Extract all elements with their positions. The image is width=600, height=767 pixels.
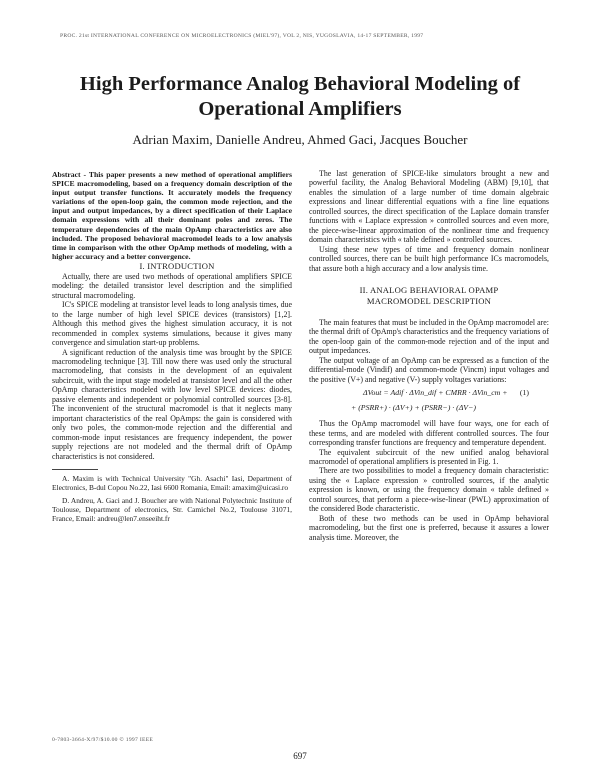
macromodel-paragraph-1: The main features that must be included in the OpAmp macromodel are: the thermal drift of OpAmp's characteristics and the frequency variations of the open-loop gain of the common-mode rejection and of the input and output impedances.	[309, 317, 549, 356]
authors: Adrian Maxim, Danielle Andreu, Ahmed Gaci, Jacques Boucher	[132, 132, 468, 147]
macromodel-paragraph-2: The output voltage of an OpAmp can be expressed as a function of the differential-mode (Vindif) and common-mode (Vincm) input voltages and the positive (V+) and negative (V-) supply voltages variations:	[309, 355, 549, 384]
section-heading-line-2: MACROMODEL DESCRIPTION	[366, 295, 492, 306]
footnote-divider	[52, 469, 98, 470]
running-header: PROC. 21st INTERNATIONAL CONFERENCE ON MICROELECTRONICS (MIEL'97), VOL 2, NIS, YUGOSLAVIA, 14-17 SEPTEMBER, 1997	[60, 33, 424, 39]
macromodel-paragraph-3: Thus the OpAmp macromodel will have four ways, one for each of these terms, and are modeled with different controlled sources. The four corresponding transfer functions are frequency and temperature dependent.	[309, 419, 549, 448]
right-column	[309, 169, 549, 542]
intro-paragraph-2: IC's SPICE modeling at transistor level leads to long analysis times, due to the large number of high level SPICE devices (transistors) [1,2]. Although this method gives the highest simulation accuracy, it is not recommended in complex systems simulations, because it gives many convergence and simulation start-up problems.	[52, 300, 292, 348]
left-column	[52, 170, 292, 527]
paper-title: High Performance Analog Behavioral Modeling of Operational Amplifiers	[79, 73, 521, 120]
equation-1	[309, 386, 549, 416]
abstract: Abstract - This paper presents a new method of operational amplifiers SPICE macromodeling, based on a frequency domain description of the input output transfer functions. It accurately models the frequency variations of the open-loop gain, the common mode rejection, and the input and output impedances, by a direct specification of their Laplace domain expressions with all their dominant poles and zeros. The temperature dependencies of the main OpAmp characteristics are also included. The proposed behavioral macromodel leads to a low analysis time in comparison with the other OpAmp methods of modeling, with a higher accuracy and a better convergence.	[52, 170, 292, 261]
section-heading-macromodel	[309, 285, 549, 307]
section-heading-line-1: II. ANALOG BEHAVIORAL OPAMP	[359, 284, 499, 295]
equation-number: (1)	[519, 388, 529, 398]
right-paragraph-2: Using these new types of time and frequency domain nonlinear controlled sources, there can be built high performance ICs macromodels, that assure both a high accuracy and a low analysis time.	[309, 244, 549, 273]
section-heading-introduction: I. INTRODUCTION	[139, 260, 215, 271]
macromodel-paragraph-6: Both of these two methods can be used in OpAmp behavioral macromodeling, but the first one is preferred, because it assures a lower analysis time. Moreover, the	[309, 513, 549, 542]
intro-paragraph-3: A significant reduction of the analysis time was brought by the SPICE macromodeling technique [3]. Till now there was used only the structural macromodeling, that consists in the development of an equivalent subcircuit, with the input stage modeled at transistor level and all the other OpAmp characteristics modeled with low level SPICE devices: diodes, passive elements and independent or polynomial controlled sources [3-8]. The inconvenient of the structural macromodel is that it neglects many important characteristics of the real OpAmps: the gain is considered with only two poles, the common-mode rejection and the differential and common-mode input resistances are frequency independent, the power supply rejections are not modeled and the thermal drift of OpAmp characteristics is not considered.	[52, 347, 292, 461]
equation-line-2: + (PSRR+) · (ΔV+) + (PSRR−) · (ΔV−)	[351, 403, 476, 413]
footnote-2: D. Andreu, A. Gaci and J. Boucher are with National Polytechnic Institute of Toulouse, Department of electronics, Str. Camichel No.2, Toulouse 31071, France, Email: andreu@len7.enseeiht.fr	[52, 496, 292, 523]
page-number: 697	[293, 751, 307, 761]
copyright-line: 0-7803-3664-X/97/$10.00 © 1997 IEEE	[52, 737, 154, 743]
footnotes	[52, 474, 292, 523]
footnote-1: A. Maxim is with Technical University "Gh. Asachi" Iasi, Department of Electronics, B-dul Copou No.22, Iasi 6600 Romania, Email: amaxim@uicasi.ro	[52, 474, 292, 492]
macromodel-paragraph-4: The equivalent subcircuit of the new unified analog behavioral macromodel of operational amplifiers is presented in Fig. 1.	[309, 447, 549, 466]
right-paragraph-1: The last generation of SPICE-like simulators brought a new and powerful facility, the Analog Behavioral Modeling (ABM) [9,10], that enables the simulation of a large number of time domain algebraic expressions and linear differential equations with a fine line equations controlled sources, the direct specification of the Laplace domain transfer functions with « Laplace expression » controlled sources and even more, the piece-wise-linear approximation of the nonlinear time and frequency domain characteristics with « table defined » controlled sources.	[309, 169, 549, 245]
macromodel-paragraph-5: There are two possibilities to model a frequency domain characteristic: using the « Laplace expression » controlled sources, if the analytic expression is known, or using the frequency domain « table defined » control sources, that perform a piece-wise-linear (PWL) approximation of the considered Bode characteristic.	[309, 466, 549, 514]
intro-paragraph-1: Actually, there are used two methods of operational amplifiers SPICE modeling: the detailed transistor level description and the simplified structural macromodeling.	[52, 271, 292, 300]
equation-line-1: ΔVout = Adif · ΔVin_dif + CMRR · ΔVin_cm +	[363, 388, 508, 398]
